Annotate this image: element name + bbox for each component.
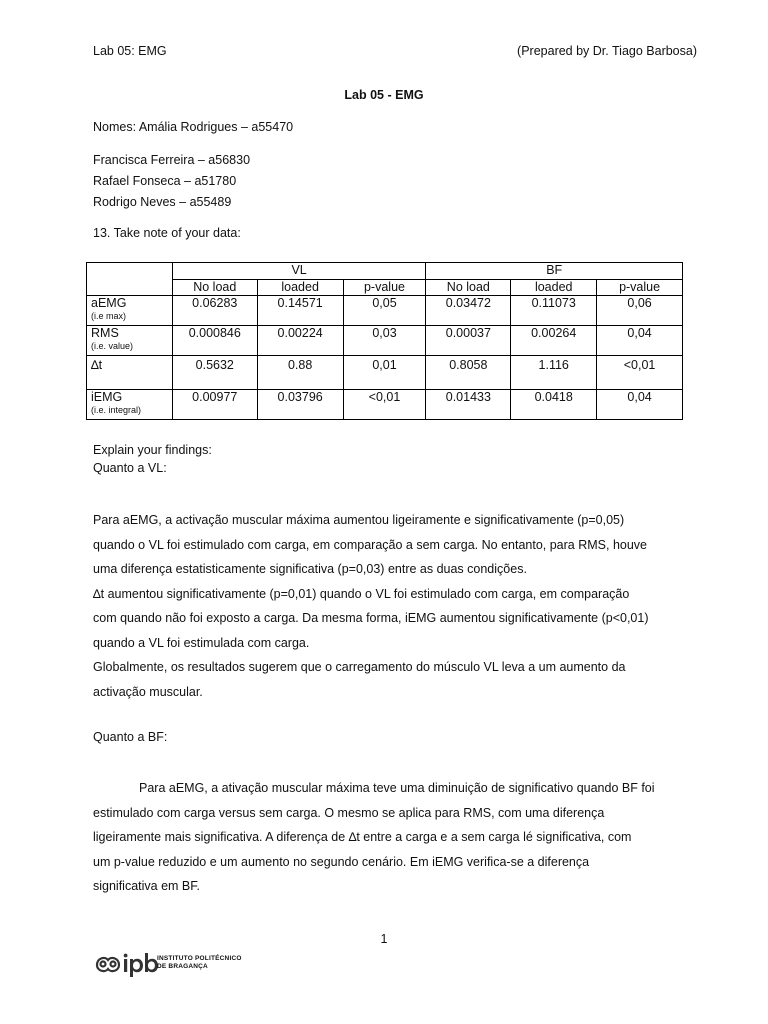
table-row xyxy=(87,356,683,390)
paragraph-line: ligeiramente mais significativa. A diferença de ∆t entre a carga e a sem carga lé significativa, com xyxy=(93,830,632,844)
row-label xyxy=(87,390,173,420)
table-row xyxy=(87,296,683,326)
vl-paragraph xyxy=(93,508,693,704)
row-sublabel: (i.e max) xyxy=(91,311,127,321)
column-header: p-value xyxy=(343,280,426,296)
table-cell: 0.06283 xyxy=(172,296,257,326)
paragraph-line: quando a VL foi estimulada com carga. xyxy=(93,635,310,650)
logo-line1: INSTITUTO POLITÉCNICO xyxy=(157,955,242,962)
data-table xyxy=(86,262,683,420)
paragraph-line: activação muscular. xyxy=(93,684,203,699)
paragraph-line: com quando não foi exposto a carga. Da mesma forma, iEMG aumentou significativamente (p<0,01) xyxy=(93,611,649,625)
row-label-text: iEMG xyxy=(91,390,123,404)
table-group-row xyxy=(87,263,683,280)
table-corner xyxy=(87,263,173,296)
table-cell: 0.88 xyxy=(257,356,343,390)
table-cell: 0.00224 xyxy=(257,326,343,356)
paragraph-line: significativa em BF. xyxy=(93,879,200,893)
table-cell: 0.14571 xyxy=(257,296,343,326)
table-cell: 0,03 xyxy=(343,326,426,356)
group-header-vl: VL xyxy=(172,263,426,280)
name-item: Francisca Ferreira – a56830 xyxy=(93,153,251,167)
paragraph-line: Para aEMG, a activação muscular máxima aumentou ligeiramente e significativamente (p=0,05) xyxy=(93,513,625,527)
table-cell: 0.11073 xyxy=(511,296,597,326)
section-13-heading: 13. Take note of your data: xyxy=(93,226,241,240)
row-label xyxy=(87,326,173,356)
header-lab-label: Lab 05: EMG xyxy=(93,44,167,58)
row-label-text: ∆t xyxy=(91,358,103,372)
table-cell: 0.0418 xyxy=(511,390,597,420)
table-column-row xyxy=(87,280,683,296)
paragraph-line: estimulado com carga versus sem carga. O mesmo se aplica para RMS, com uma diferença xyxy=(93,805,605,820)
table-row xyxy=(87,326,683,356)
paragraph-line: Para aEMG, a ativação muscular máxima teve uma diminuição de significativo quando BF foi xyxy=(139,781,655,795)
table-cell: 0,01 xyxy=(343,356,426,390)
table-cell: 0,04 xyxy=(597,390,683,420)
row-label-text: aEMG xyxy=(91,296,127,310)
paragraph-line: quando o VL foi estimulado com carga, em comparação a sem carga. No entanto, para RMS, houve xyxy=(93,537,648,552)
document-title: Lab 05 - EMG xyxy=(344,88,424,102)
table-cell: 0.00264 xyxy=(511,326,597,356)
paragraph-line: ∆t aumentou significativamente (p=0,01) quando o VL foi estimulado com carga, em comparação xyxy=(93,586,630,601)
bf-heading: Quanto a BF: xyxy=(93,730,168,744)
row-label xyxy=(87,296,173,326)
table-row xyxy=(87,390,683,420)
name-item: Rodrigo Neves – a55489 xyxy=(93,195,232,209)
table-cell: 0.01433 xyxy=(426,390,511,420)
row-sublabel: (i.e. value) xyxy=(91,341,134,351)
table-cell: 0.03472 xyxy=(426,296,511,326)
group-header-bf: BF xyxy=(426,263,683,280)
name-item: Rafael Fonseca – a51780 xyxy=(93,174,237,188)
column-header: No load xyxy=(172,280,257,296)
names-first: Nomes: Amália Rodrigues – a55470 xyxy=(93,120,294,134)
paragraph-line: uma diferença estatisticamente significativa (p=0,03) entre as duas condições. xyxy=(93,562,527,576)
table-cell: 0,06 xyxy=(597,296,683,326)
row-sublabel: (i.e. integral) xyxy=(91,405,142,415)
table-cell: 0.000846 xyxy=(172,326,257,356)
column-header: p-value xyxy=(597,280,683,296)
page-number: 1 xyxy=(380,932,388,946)
logo-text xyxy=(157,955,242,971)
names-list xyxy=(93,150,250,213)
explain-section xyxy=(93,441,212,477)
column-header: loaded xyxy=(257,280,343,296)
row-label xyxy=(87,356,173,390)
logo-line2: DE BRAGANÇA xyxy=(157,963,208,970)
table-cell: <0,01 xyxy=(597,356,683,390)
table-cell: 0.00037 xyxy=(426,326,511,356)
bf-paragraph xyxy=(93,776,693,899)
table-cell: 1.116 xyxy=(511,356,597,390)
row-label-text: RMS xyxy=(91,326,119,340)
column-header: loaded xyxy=(511,280,597,296)
table-cell: 0,04 xyxy=(597,326,683,356)
paragraph-line: um p-value reduzido e um aumento no segundo cenário. Em iEMG verifica-se a diferença xyxy=(93,854,590,869)
table-cell: 0.8058 xyxy=(426,356,511,390)
column-header: No load xyxy=(426,280,511,296)
table-cell: 0,05 xyxy=(343,296,426,326)
vl-heading: Quanto a VL: xyxy=(93,461,167,475)
table-cell: 0.03796 xyxy=(257,390,343,420)
table-cell: <0,01 xyxy=(343,390,426,420)
paragraph-line: Globalmente, os resultados sugerem que o carregamento do músculo VL leva a um aumento da xyxy=(93,660,626,674)
header-author: (Prepared by Dr. Tiago Barbosa) xyxy=(517,44,697,58)
table-cell: 0.00977 xyxy=(172,390,257,420)
explain-heading: Explain your findings: xyxy=(93,443,212,457)
table-cell: 0.5632 xyxy=(172,356,257,390)
